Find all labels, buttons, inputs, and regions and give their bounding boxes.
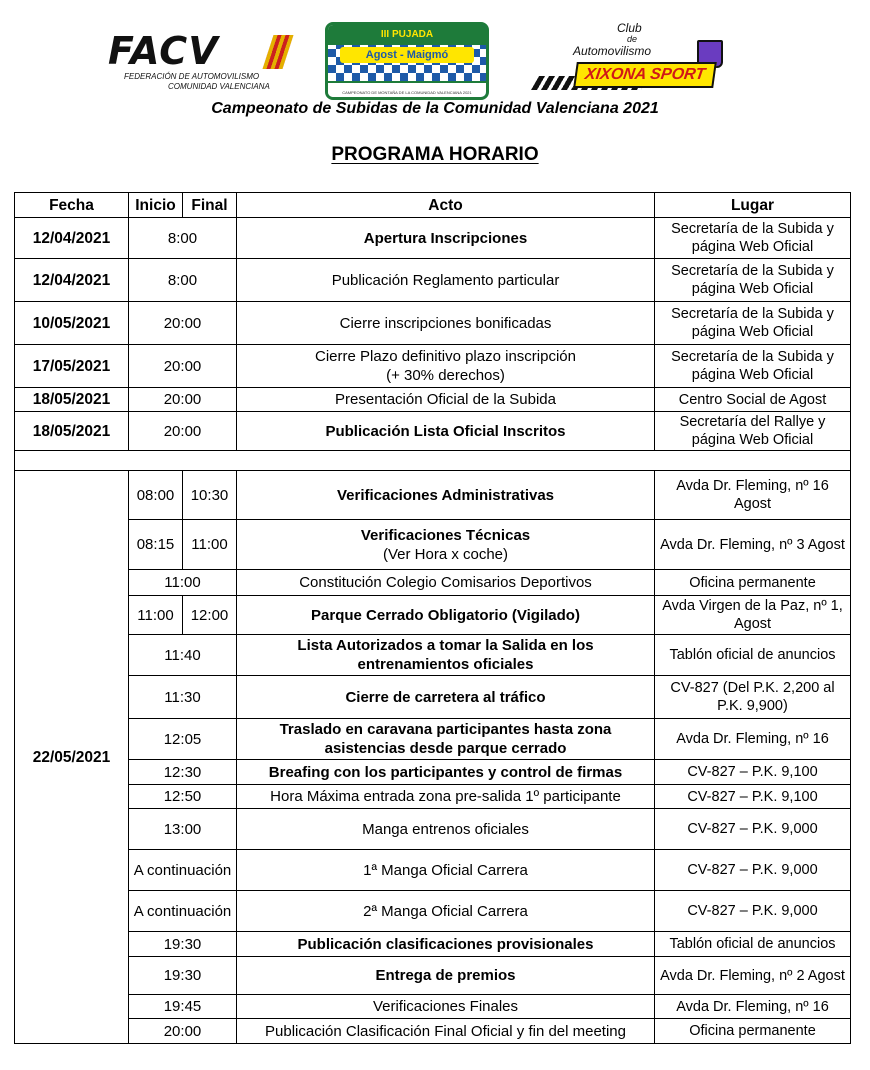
program-title-text: PROGRAMA HORARIO [331,144,539,165]
championship-title: Campeonato de Subidas de la Comunidad Valenciana 2021 [211,100,659,117]
row-hora: 11:40 [129,635,237,676]
table-row [15,596,851,635]
row-acto-line2: (+ 30% derechos) [386,367,505,384]
table-row [15,388,851,412]
row-hora: 12:05 [129,719,237,760]
row-hora: 12:50 [129,785,237,809]
row-inicio: 11:00 [129,596,183,635]
row-lugar: Tablón oficial de anuncios [655,932,851,957]
row-fecha: 12/04/2021 [15,218,129,259]
row-acto: Hora Máxima entrada zona pre-salida 1º participante [237,785,655,809]
row-acto: Publicación clasificaciones provisionales [237,932,655,957]
row-lugar: Avda Dr. Fleming, nº 3 Agost [655,520,851,570]
col-header-lugar: Lugar [655,193,851,218]
row-fecha: 17/05/2021 [15,345,129,388]
spacer-row [15,451,851,471]
facv-logo-line2: COMUNIDAD VALENCIANA [168,82,270,91]
row-hora: 19:30 [129,957,237,995]
table-row [15,891,851,932]
col-header-final: Final [183,193,237,218]
table-row [15,570,851,596]
pujada-logo-footer [328,81,486,97]
row-lugar: CV-827 – P.K. 9,100 [655,785,851,809]
facv-flag-stripe [262,35,293,69]
row-fecha: 18/05/2021 [15,388,129,412]
row-lugar: Secretaría del Rallye y página Web Oficial [655,412,851,451]
row-acto: Cierre inscripciones bonificadas [237,302,655,345]
row-acto-line1: Verificaciones Técnicas [360,526,531,544]
row-hora: 8:00 [129,259,237,302]
row-fecha: 10/05/2021 [15,302,129,345]
row-lugar: Tablón oficial de anuncios [655,635,851,676]
row-acto: Apertura Inscripciones [237,218,655,259]
row-lugar: Avda Dr. Fleming, nº 16 [655,995,851,1019]
row-acto: Publicación Reglamento particular [237,259,655,302]
row-hora: 20:00 [129,302,237,345]
row-lugar: Oficina permanente [655,570,851,596]
logo-bar [0,12,870,95]
row-acto: Verificaciones Finales [237,995,655,1019]
row-fecha: 12/04/2021 [15,259,129,302]
table-row [15,635,851,676]
row-lugar: CV-827 – P.K. 9,000 [655,850,851,891]
row-acto: Entrega de premios [237,957,655,995]
row-fecha: 18/05/2021 [15,412,129,451]
table-row [15,760,851,785]
club-logo-club: Club [617,21,642,35]
row-acto: 1ª Manga Oficial Carrera [237,850,655,891]
row-acto: Parque Cerrado Obligatorio (Vigilado) [237,596,655,635]
row-lugar: Secretaría de la Subida y página Web Oficial [655,302,851,345]
row-acto: Breafing con los participantes y control de firmas [237,760,655,785]
row-hora: 11:00 [129,570,237,596]
row-lugar: Avda Dr. Fleming, nº 16 Agost [655,471,851,520]
row-hora: 13:00 [129,809,237,850]
event-date: 22/05/2021 [15,471,129,1044]
row-lugar: Oficina permanente [655,1019,851,1044]
program-title [0,144,870,166]
pujada-logo-name: Agost - Maigmó [340,47,474,63]
row-lugar: CV-827 (Del P.K. 2,200 al P.K. 9,900) [655,676,851,719]
table-row [15,957,851,995]
row-lugar: CV-827 – P.K. 9,000 [655,891,851,932]
table-row [15,412,851,451]
table-row [15,676,851,719]
row-acto-line2: (Ver Hora x coche) [382,545,509,563]
xixona-sport-logo [535,16,725,96]
table-row [15,520,851,570]
col-header-fecha: Fecha [15,193,129,218]
row-lugar: CV-827 – P.K. 9,000 [655,809,851,850]
row-lugar: Secretaría de la Subida y página Web Oficial [655,259,851,302]
row-acto: Publicación Clasificación Final Oficial y fin del meeting [237,1019,655,1044]
table-row [15,932,851,957]
row-acto: Manga entrenos oficiales [237,809,655,850]
row-acto: Lista Autorizados a tomar la Salida en los entrenamientos oficiales [237,635,655,676]
table-header-row [15,193,851,218]
row-lugar: Avda Dr. Fleming, nº 16 [655,719,851,760]
table-row [15,259,851,302]
row-lugar: Secretaría de la Subida y página Web Oficial [655,345,851,388]
row-hora: 20:00 [129,412,237,451]
table-row [15,1019,851,1044]
spacer-cell [15,451,851,471]
table-row [15,785,851,809]
row-lugar: Secretaría de la Subida y página Web Oficial [655,218,851,259]
table-row [15,218,851,259]
table-row [15,471,851,520]
row-hora: 20:00 [129,345,237,388]
row-hora: 20:00 [129,1019,237,1044]
table-row [15,850,851,891]
row-acto [237,345,655,388]
row-acto: Cierre de carretera al tráfico [237,676,655,719]
pujada-logo-caption: CAMPEONATO DE MONTAÑA DE LA COMUNIDAD VALENCIANA 2021 [342,90,472,95]
pujada-logo [325,22,489,100]
club-logo-automovilismo: Automovilismo [573,44,652,58]
row-hora: 8:00 [129,218,237,259]
row-acto [237,520,655,570]
table-row [15,995,851,1019]
facv-logo-word: FACV [108,29,219,73]
facv-logo-line1: FEDERACIÓN DE AUTOMOVILISMO [124,72,260,81]
row-acto: Verificaciones Administrativas [237,471,655,520]
schedule-table [14,192,851,1044]
row-hora: 11:30 [129,676,237,719]
row-inicio: 08:15 [129,520,183,570]
row-lugar: Centro Social de Agost [655,388,851,412]
table-row [15,302,851,345]
row-hora: 20:00 [129,388,237,412]
row-final: 12:00 [183,596,237,635]
row-hora: 19:30 [129,932,237,957]
table-row [15,809,851,850]
row-lugar: Avda Dr. Fleming, nº 2 Agost [655,957,851,995]
row-hora: 12:30 [129,760,237,785]
pujada-logo-top: III PUJADA [328,25,486,45]
row-acto: Presentación Oficial de la Subida [237,388,655,412]
row-acto: Publicación Lista Oficial Inscritos [237,412,655,451]
row-acto-line1: Cierre Plazo definitivo plazo inscripción [315,348,576,365]
facv-logo [108,29,283,94]
col-header-inicio: Inicio [129,193,183,218]
row-lugar: CV-827 – P.K. 9,100 [655,760,851,785]
row-final: 10:30 [183,471,237,520]
club-logo-de: de [627,34,638,44]
col-header-acto: Acto [237,193,655,218]
table-row [15,345,851,388]
row-inicio: 08:00 [129,471,183,520]
row-acto: Constitución Colegio Comisarios Deportivos [237,570,655,596]
row-acto: Traslado en caravana participantes hasta zona asistencias desde parque cerrado [237,719,655,760]
row-acto: 2ª Manga Oficial Carrera [237,891,655,932]
row-final: 11:00 [183,520,237,570]
row-lugar: Avda Virgen de la Paz, nº 1, Agost [655,596,851,635]
row-hora: A continuación [129,850,237,891]
row-hora: 19:45 [129,995,237,1019]
club-logo-name: XIXONA SPORT [573,62,717,88]
row-hora: A continuación [129,891,237,932]
table-row [15,719,851,760]
